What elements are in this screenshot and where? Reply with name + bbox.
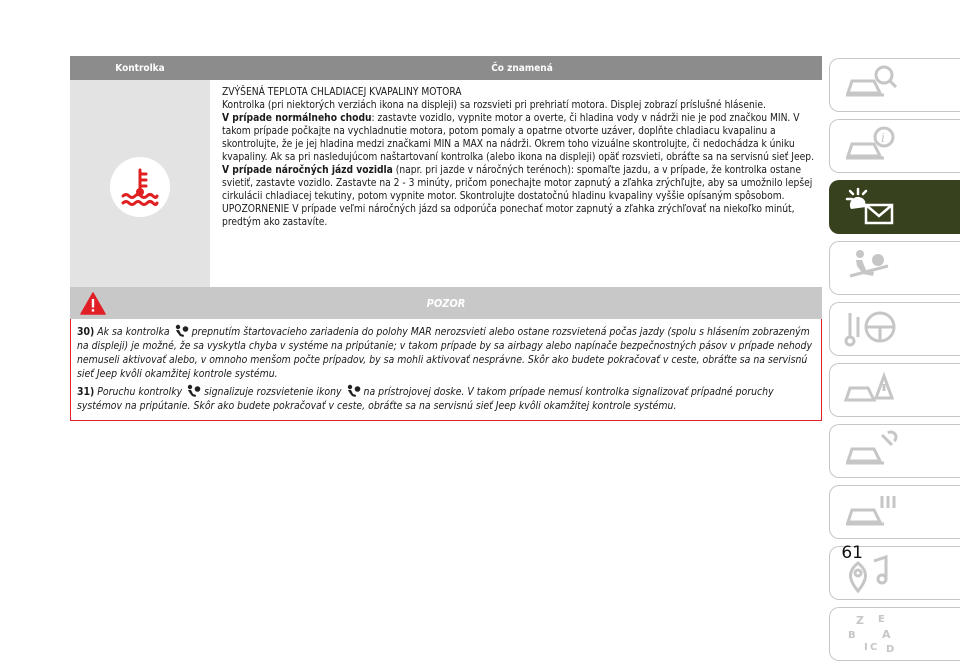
hard-label: V prípade náročných jázd vozidla <box>222 165 393 176</box>
item-number: 30) <box>77 326 95 338</box>
airbag-icon <box>345 384 361 399</box>
table-row <box>70 80 822 294</box>
item-text-end: na prístrojovej doske. V takom prípade nemusí kontrolka signalizovať prípadné poruchy systémov na pripútanie. Skôr ako budete pokračovať v ceste, obráťte sa na servisnú sieť Jeep kvôli okamžitej kontrole systému. <box>77 386 774 412</box>
index-letter: A <box>882 628 891 641</box>
warning-header <box>70 287 822 319</box>
steering-wheel-icon <box>844 307 898 351</box>
item-text-cont: signalizuje rozsvietenie ikony <box>201 386 345 398</box>
meaning-cell <box>210 80 822 293</box>
warning-light-table <box>70 56 822 294</box>
car-specs-icon <box>844 490 898 534</box>
service-tools-icon <box>844 429 898 473</box>
index-letter: B <box>848 630 856 641</box>
page-number: 61 <box>841 543 863 563</box>
tab-car-search[interactable] <box>829 58 960 112</box>
airbag-icon <box>173 324 189 339</box>
header-meaning: Čo znamená <box>491 62 553 74</box>
tab-index[interactable] <box>829 607 960 661</box>
index-letter: Z <box>856 614 864 627</box>
svg-text:i: i <box>881 131 885 145</box>
warning-item-30 <box>77 324 815 381</box>
index-letter: E <box>878 614 885 625</box>
warning-light-envelope-icon <box>844 185 898 229</box>
row-paragraph: Kontrolka (pri niektorých verziách ikona na displeji) sa rozsvieti pri prehriatí motora. Displej zobrazí príslušné hlásenie. <box>222 100 766 111</box>
warning-body <box>70 319 822 421</box>
tab-emergency[interactable] <box>829 363 960 417</box>
seat-airbag-icon <box>844 246 898 290</box>
row-hard-paragraph <box>222 164 822 203</box>
warning-title: POZOR <box>426 296 466 310</box>
index-letter: D <box>886 644 895 655</box>
tab-driving[interactable] <box>829 302 960 356</box>
index-letter: C <box>870 642 878 653</box>
tab-specs[interactable] <box>829 485 960 539</box>
coolant-temperature-icon <box>109 156 171 218</box>
index-letter: I <box>864 642 868 653</box>
car-info-icon <box>844 124 898 168</box>
chapter-tabs <box>829 58 960 668</box>
tab-car-info[interactable] <box>829 119 960 173</box>
alphabetical-index-icon <box>844 612 898 656</box>
warning-item-31 <box>77 384 815 413</box>
normal-label: V prípade normálneho chodu <box>222 113 372 124</box>
item-number: 31) <box>77 386 95 398</box>
warning-box <box>70 287 822 421</box>
car-crash-icon <box>844 368 898 412</box>
row-title: ZVÝŠENÁ TEPLOTA CHLADIACEJ KVAPALINY MOTORA <box>222 87 462 98</box>
warning-triangle-icon <box>80 292 106 315</box>
tab-warning-lights[interactable] <box>829 180 960 234</box>
icon-cell <box>70 80 210 293</box>
item-text: Poruchu kontrolky <box>97 386 186 398</box>
table-header <box>70 56 822 80</box>
item-text: Ak sa kontrolka <box>97 326 173 338</box>
tab-safety[interactable] <box>829 241 960 295</box>
airbag-icon <box>185 384 201 399</box>
row-note: UPOZORNENIE V prípade veľmi náročných jázd sa odporúča ponechať motor zapnutý a zľahka zrýchľovať na niekoľko minút, predtým ako zastavíte. <box>222 204 795 228</box>
row-normal-paragraph <box>222 112 822 164</box>
hard-text: (napr. pri jazde v náročných terénoch): spomaľte jazdu, a v prípade, že kontrolka ostane svietiť, zastavte vozidlo. Zastavte na 2 - 3 minúty, pričom ponechajte motor zapnutý a zľahka zrýchľujte, aby sa umožnilo lepšej cirkulácii chladiacej tekutiny, potom vypnite motor. Skontrolujte dostatočnú hladinu kvapaliny vyššie opísaným spôsobom. <box>222 165 813 202</box>
tab-service[interactable] <box>829 424 960 478</box>
item-text-cont: prepnutím štartovacieho zariadenia do polohy MAR nerozsvieti alebo ostane rozsvietená počas jazdy (spolu s hlásením zobrazeným na displeji) je možné, že sa vyskytla chyba v systéme na pripútanie; v takom prípade by sa airbagy alebo napínače bezpečnostných pásov v prípade nehody nemuseli aktivovať alebo, v omnoho menšom počte prípadov, by sa mohli aktivovať nesprávne. Skôr ako budete pokračovať v ceste, obráťte sa na servisnú sieť Jeep kvôli okamžitej kontrole systému. <box>77 326 812 380</box>
normal-text: : zastavte vozidlo, vypnite motor a overte, či hladina vody v nádrži nie je pod značkou MIN. V takom prípade počkajte na vychladnutie motora, potom pomaly a opatrne otvorte uzáver, doplňte chladiacu kvapalinu a skontrolujte, že je jej hladina medzi značkami MIN a MAX na nádrži. Okrem toho vizuálne skontrolujte, či nedochádza k úniku kvapaliny. Ak sa pri nasledujúcom naštartovaní kontrolka (alebo ikona na displeji) opäť rozsvieti, obráťte sa na servisnú sieť Jeep. <box>222 113 815 163</box>
header-kontrolka: Kontrolka <box>115 62 165 74</box>
car-search-icon <box>844 63 898 107</box>
